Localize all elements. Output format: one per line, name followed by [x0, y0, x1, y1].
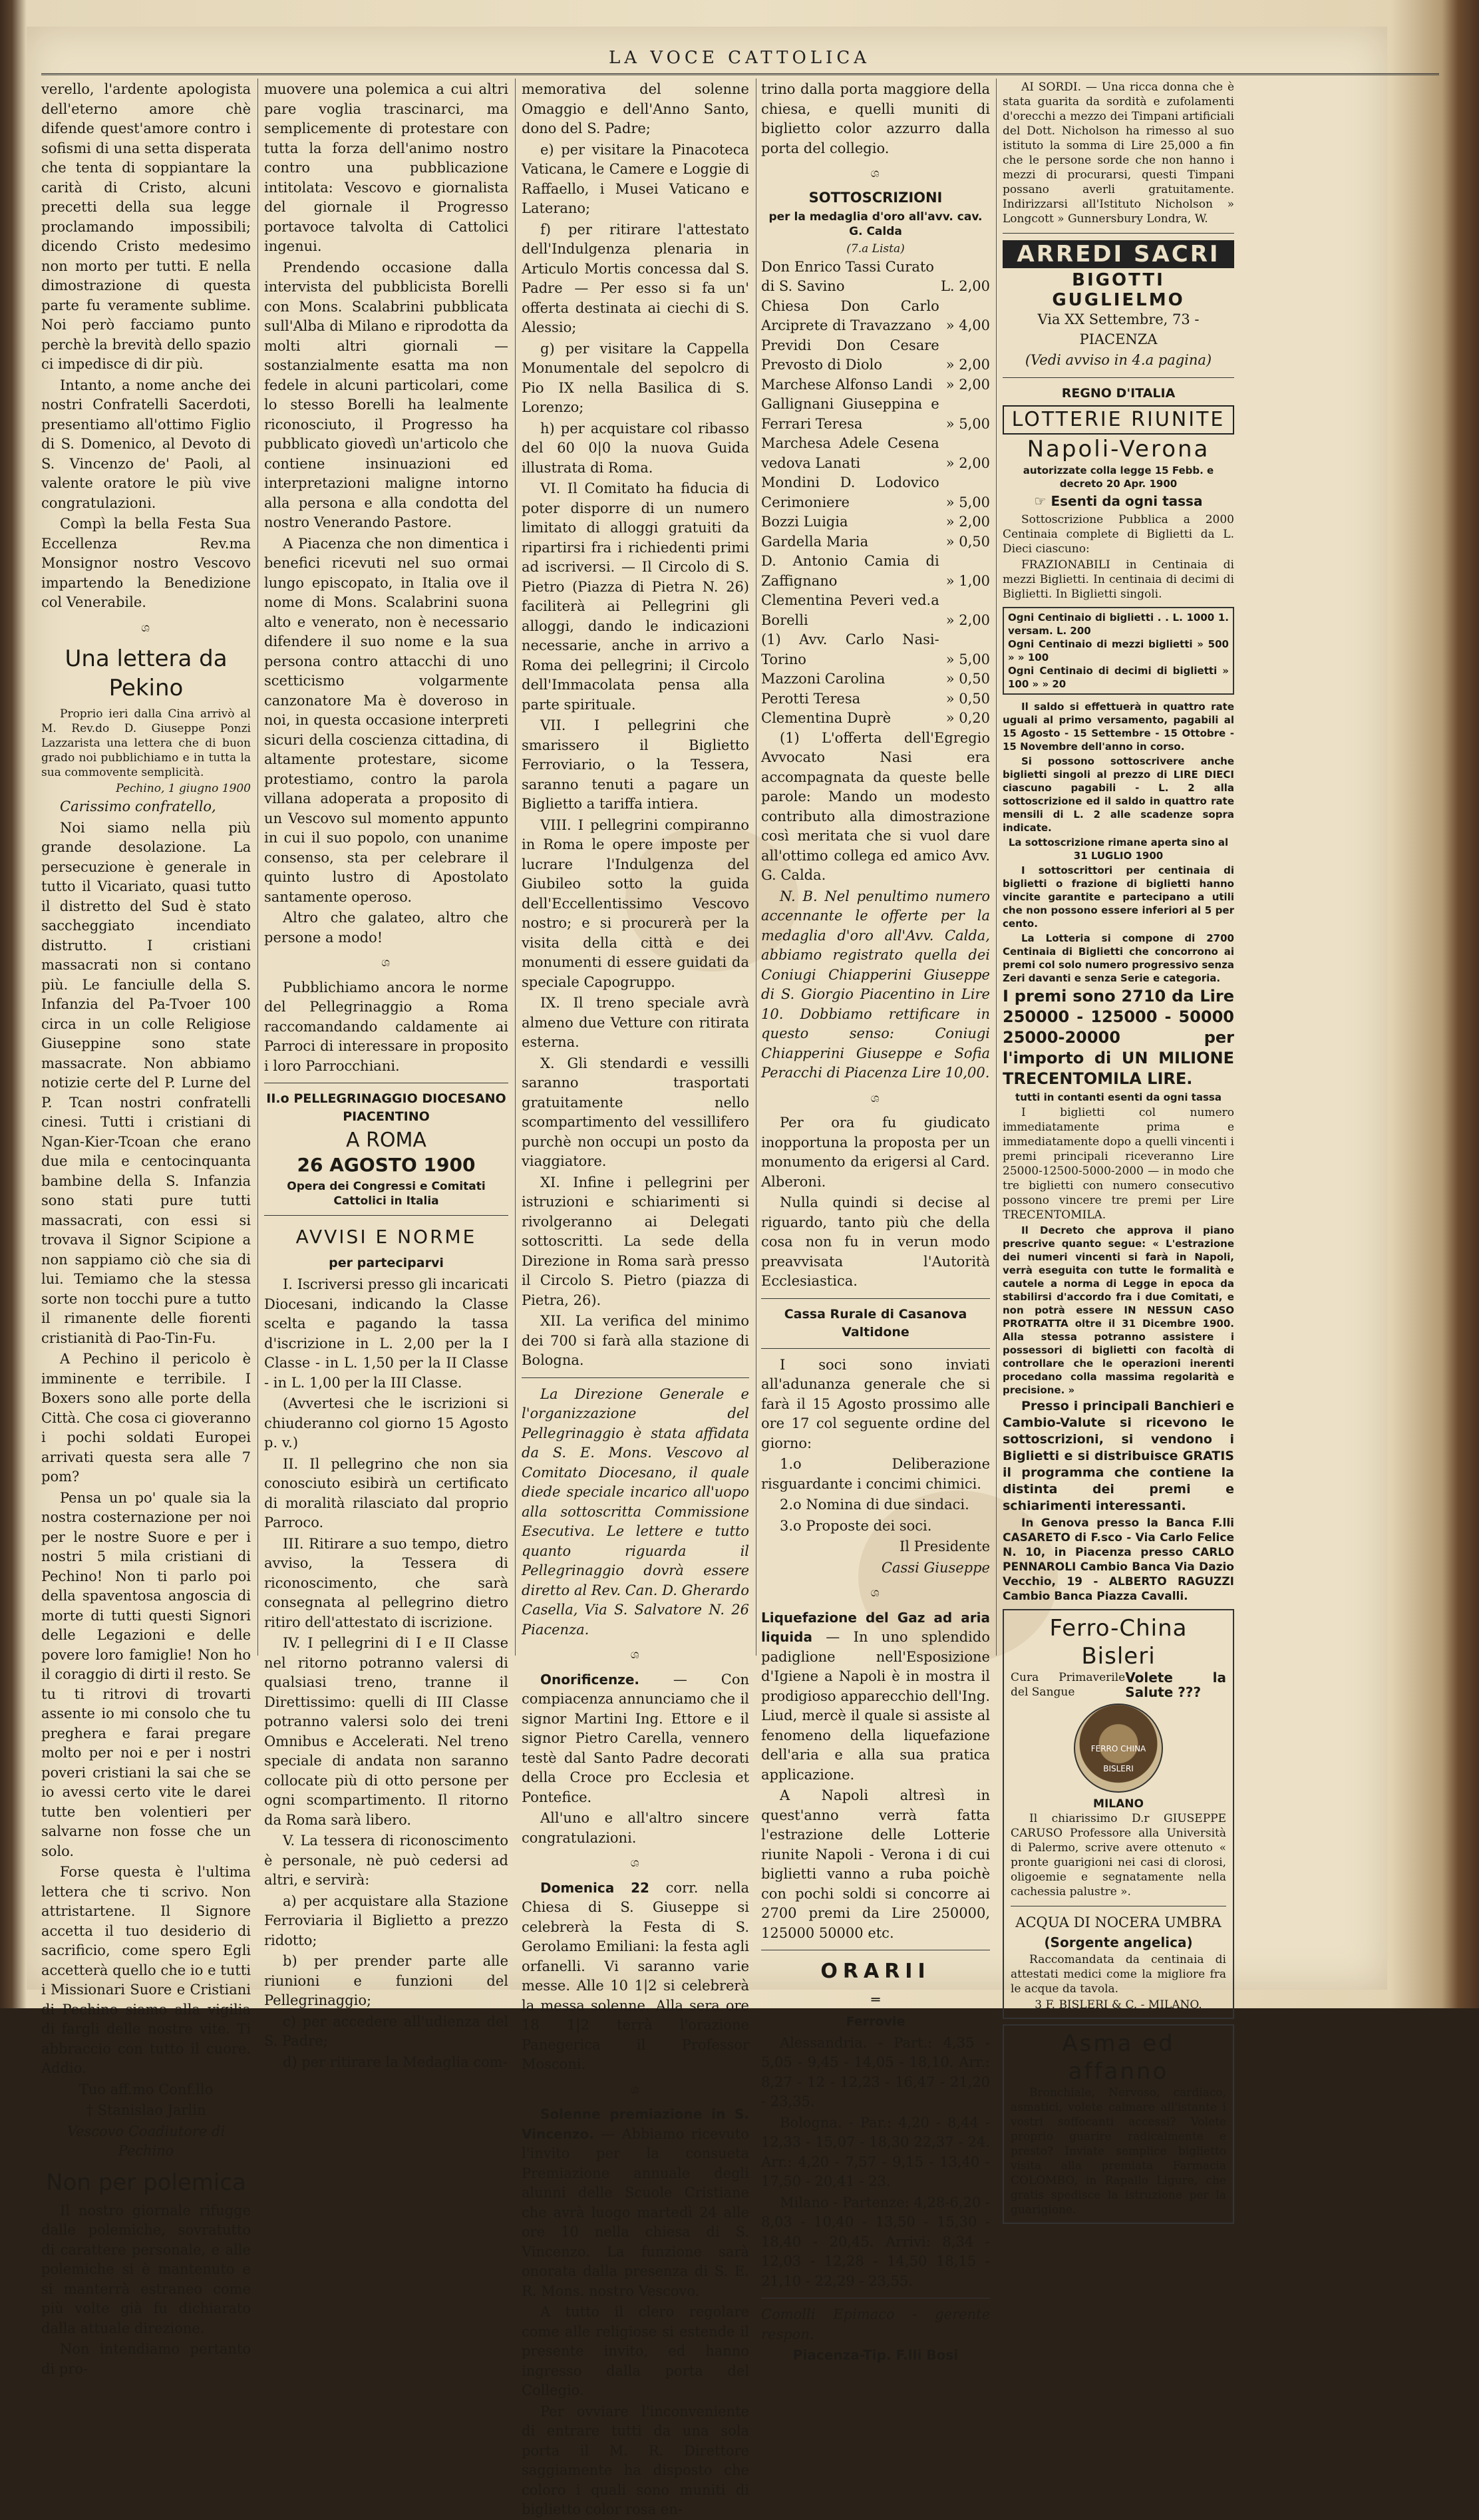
notices-subheading: per parteciparvi	[329, 1256, 444, 1270]
donor-row	[761, 473, 990, 512]
masthead-rule	[41, 73, 1439, 75]
ad-arredi-name: BIGOTTI GUGLIELMO	[1052, 270, 1185, 310]
headline-polemica: Non per polemica	[46, 2169, 246, 2196]
donor-name: Gallignani Giuseppina e Ferrari Teresa	[761, 396, 939, 432]
ornament-separator: ශ	[630, 1648, 641, 1662]
article-paragraph: Il nostro giornale rifugge dalle polemiche, sovratutto di carattere personale, e alle polemiche si è mantenuto e si manterrà estraneo come più volte già fu dichiarato dalla attuale direzione.	[41, 2202, 251, 2336]
letter-signature: Tuo aff.mo Conf.llo	[79, 2081, 214, 2097]
lottery-table-row: Ogni Centinaio di decimi di biglietti » 100 » » 20	[1008, 665, 1229, 690]
donor-name: Clementina Duprè	[761, 710, 892, 726]
article-paragraph: Compì la bella Festa Sua Eccellenza Rev.ma Monsignor nostro Vescovo impartendo la Benedizione col Venerabile.	[41, 516, 251, 610]
lottery-table-row: Ogni Centinaio di mezzi biglietti » 500 » » 100	[1008, 638, 1229, 663]
lottery-text: tutti in contanti esenti da ogni tassa	[1015, 1091, 1222, 1103]
pilgrimage-city: A ROMA	[346, 1129, 426, 1152]
news-heading: Domenica 22	[540, 1879, 649, 1896]
ad-arredi-title: ARREDI SACRI	[1003, 240, 1234, 268]
donor-row	[761, 395, 990, 434]
rule-subitem: h) per acquistare col ribasso del 60 0|0 la nuova Guida illustrata di Roma.	[522, 420, 749, 476]
article-paragraph: verello, l'ardente apologista dell'eterno amore chè difende quest'amore contro i sofismi di una setta disperata che tenta di soppiantare la carità di Cristo, alcuni precetti della sua legge proclamando impossibili; dicendo Cristo medesimo non morto per tutti. E nella dimostrazione di questa parte fu veramente sublime. Noi però facciamo punto perchè la brevità dello spazio ci impedisce di dir più.	[41, 81, 251, 372]
donor-row	[761, 375, 990, 395]
ad-acqua-sub: (Sorgente angelica)	[1044, 1934, 1193, 1950]
donor-amount: » 2,00	[945, 376, 990, 393]
lottery-tax-free: ☞ Esenti da ogni tassa	[1034, 492, 1203, 509]
subscriptions-subheading: per la medaglia d'oro all'avv. cav. G. Calda	[768, 210, 983, 238]
rule-subitem: f) per ritirare l'attestato dell'Indulgenza plenaria in Articulo Mortis concessa dal S. Padre — Per esso si fa un' offerta destinata ai ciechi di S. Alessio;	[522, 221, 749, 335]
letter-signature: Vescovo Coadiutore di Pechino	[67, 2123, 226, 2159]
lottery-kingdom: REGNO D'ITALIA	[1061, 385, 1176, 401]
ad-ferro-text: Il chiarissimo D.r GIUSEPPE CARUSO Professore alla Università di Palermo, scrive avere ottenuto « pronte guarigioni nei casi di clorosi, oligoemie e segnatamente nella cachessia palustre ».	[1011, 1812, 1226, 1898]
rule-item: (Avvertesi che le iscrizioni si chiuderanno col giorno 15 Agosto p. v.)	[264, 1395, 508, 1451]
letter-dateline: Pechino, 1 giugno 1900	[116, 782, 251, 795]
article-paragraph: Altro che galateo, altro che persone a modo!	[264, 910, 508, 946]
lion-emblem-icon	[1074, 1704, 1163, 1793]
notices-heading: AVVISI E NORME	[295, 1226, 477, 1248]
rule-item: IV. I pellegrini di I e II Classe nel ritorno potranno valersi di qualsiasi treno, tranne il Direttissimo: quelli di III Classe potranno valersi solo dei treni Omnibus e Accelerati. Nel treno speciale di andata non saranno collocate più di otto persone per ogni scompartimento. Il ritorno da Roma sarà libero.	[264, 1635, 508, 1828]
donor-amount: » 5,00	[945, 651, 990, 667]
donor-name: Mondini D. Lodovico Cerimoniere	[761, 474, 939, 510]
ad-ferro-title: Ferro-China Bisleri	[1049, 1615, 1188, 1670]
ad-arredi-note: (Vedi avviso in 4.a pagina)	[1025, 352, 1212, 368]
donor-list	[761, 258, 990, 729]
donor-amount: » 2,00	[945, 454, 990, 471]
timetable-entry: Alessandria. - Part.: 4,35 - 5,05 - 9,45 - 14,05 - 18,10. Arr.: 8,27 - 12 - 12,23 - 16,47 - 21,20 - 23,35.	[761, 2034, 990, 2109]
donor-amount: » 5,00	[945, 494, 990, 510]
news-text: All'uno e all'altro sincere congratulazioni.	[522, 1810, 749, 1846]
agenda-item: 1.o Deliberazione risguardante i concimi chimici.	[761, 1456, 990, 1492]
rule-item: II. Il pellegrino che non sia conosciuto esibirà un certificato di moralità rilasciato dal proprio Parroco.	[264, 1455, 508, 1530]
timetable-separator: ═	[871, 1992, 880, 2008]
news-heading: Onorificenze.	[540, 1671, 639, 1688]
donor-row	[761, 709, 990, 729]
rule-item: VI. Il Comitato ha fiducia di poter disporre di un numero limitato di alloggi gratuiti da ripartirsi fra i richiedenti primi ad iscriversi. — Il Circolo di S. Pietro (Piazza di Pietra N. 26) faciliterà ai Pellegrini gli alloggi, dando le indicazioni necessarie, anche in arrivo a Roma dei pellegrini; il Circolo dell'Immacolata pensa alla parte spirituale.	[522, 480, 749, 713]
donor-name: Gardella Maria	[761, 533, 869, 550]
article-paragraph: muovere una polemica a cui altri pare voglia trascinarci, ma semplicemente di protestare con tutta la forza dell'animo nostro contro una pubblicazione intitolata: Vescovo e giornalista del giornale il Progresso portavoce talvolta di Cattolici ingenui.	[264, 81, 508, 254]
article-paragraph: A Piacenza che non dimentica i benefici ricevuti nel suo ormai lungo episcopato, in Italia ove il nome di Mons. Scalabrini suona alto e venerato, non è necessario difendere il suo nome e la sua persona contro attacchi di uno scetticismo volgarmente canzonatore Ma è doveroso in noi, in questa occasione interpreti sicuri della coscienza cittadina, di altamente protestare, sicome protestiamo, contro la parola villana adoperata a proposito di un Vescovo sul momento appunto in cui il suo popolo, con unanime consenso, sta per celebrare il quinto lustro di Apostolato santamente operoso.	[264, 535, 508, 905]
section-rule	[264, 1215, 508, 1216]
lottery-text: La Lotteria si compone di 2700 Centinaia di Biglietti che concorrono ai premi col solo numero progressivo senza Zeri davanti e senza Serie e categoria.	[1003, 932, 1234, 984]
donor-amount: » 0,50	[945, 690, 990, 707]
donor-name: Mazzoni Carolina	[761, 671, 886, 687]
letter-salutation: Carissimo confratello,	[60, 799, 216, 814]
section-rule	[1003, 377, 1234, 378]
ornament-separator: ශ	[381, 956, 391, 970]
rule-item: V. La tessera di riconoscimento è personale, nè può cedersi ad altri, e servirà:	[264, 1833, 508, 1888]
donor-name: Previdi Don Cesare Prevosto di Diolo	[761, 337, 939, 373]
ad-asma-title: Asma ed affanno	[1062, 2030, 1175, 2085]
ad-ferro-sub	[1011, 1670, 1226, 1700]
donor-row	[761, 297, 990, 336]
rule-subitem: e) per visitare la Pinacoteca Vaticana, le Camere e Loggie di Raffaello, i Musei Vaticano e Laterano;	[522, 141, 749, 216]
letter-paragraph: Forse questa è l'ultima lettera che ti scrivo. Non attristartene. Il Signore accetta il tuo desiderio di sacrificio, come spero Egli accetterà quello che io e tutti i Missionari Suore e Cristiani di Pechino siamo alla vigilia di fargli delle nostre vite. Ti abbraccio con tutto il cuore. Addio.	[41, 1864, 251, 2076]
news-heading: Liquefazione del Gaz ad aria liquida	[761, 1609, 990, 1645]
donor-row	[761, 434, 990, 473]
rule-item: VII. I pellegrini che smarissero il Biglietto Ferroviario, o la Tessera, saranno tenuti a pagare un Biglietto a tariffa intiera.	[522, 717, 749, 812]
donor-name: Perotti Teresa	[761, 690, 861, 707]
ad-ferro-city: MILANO	[1093, 1797, 1144, 1811]
lottery-title: LOTTERIE RIUNITE	[1003, 405, 1234, 435]
ornament-separator: ශ	[630, 1856, 641, 1870]
news-text: trino dalla porta maggiore della chiesa, e quelli muniti di biglietto color azzurro dalla porta del collegio.	[761, 81, 990, 156]
news-text: — In uno splendido padiglione nell'Esposizione d'Igiene a Napoli è in mostra il prodigioso apparecchio dell'Ing. Liud, mercè il quale si assiste al fenomeno della liquefazione dell'aria e alla sua pratica applicazione.	[761, 1629, 990, 1783]
timetable-subheading: Ferrovie	[846, 2014, 905, 2029]
donor-amount: » 2,00	[945, 514, 990, 530]
donor-name: Clementina Peveri ved.a Borelli	[761, 592, 939, 628]
news-text: A Napoli altresì in quest'anno verrà fatta l'estrazione delle Lotterie riunite Napoli - Verona i di cui biglietti vanno a ruba poichè con pochi soldi si concorre ai 2700 premi da Lire 250000, 125000 50000 etc.	[761, 1787, 990, 1941]
donor-row	[761, 552, 990, 591]
column-2	[264, 80, 508, 2070]
column-5	[1003, 80, 1234, 2217]
lottery-table-row: Ogni Centinaio di biglietti . . L. 1000 1. versam. L. 200	[1008, 612, 1229, 637]
rule-subitem: memorativa del solenne Omaggio e dell'Anno Santo, dono del S. Padre;	[522, 81, 749, 136]
ad-arredi-address: Via XX Settembre, 73 - PIACENZA	[1037, 311, 1200, 347]
rule-subitem: b) per prender parte alle riunioni e funzioni del Pellegrinaggio;	[264, 1953, 508, 2008]
section-rule	[1003, 233, 1234, 234]
ad-bisleri: 3 F. BISLERI & C. - MILANO.	[1035, 1998, 1202, 2012]
newspaper-masthead: LA VOCE CATTOLICA	[608, 48, 870, 68]
agenda-item: 3.o Proposte dei soci.	[780, 1517, 932, 1534]
letter-signature: † Stanislao Jarlin	[86, 2102, 206, 2118]
lottery-text: FRAZIONABILI in Centinaia di mezzi Biglietti. In centinaia di decimi di Biglietti. In Biglietti singoli.	[1003, 558, 1234, 601]
timetable-entry: Milano - Partenze: 4,28-6,20 - 8,03 - 10,40 - 13,50 - 15,30 - 18,40 - 20,45. Arrivi: 8,34 - 12,03 - 12,28 - 14,50 18,15 - 21,10 - 22,29 - 23,55.	[761, 2194, 990, 2289]
rule-item: X. Gli stendardi e vessilli saranno trasportati gratuitamente nello scompartimento del vessillifero purchè non occupi un posto da viaggiatore.	[522, 1055, 749, 1169]
rule-subitem: c) per accedere all'udienza del S. Padre;	[264, 2013, 508, 2049]
pilgrimage-title: II.o PELLEGRINAGGIO DIOCESANO PIACENTINO	[266, 1091, 506, 1124]
rule-subitem: g) per visitare la Cappella Monumentale del sepolcro di Pio IX nella Basilica di S. Lorenzo;	[522, 340, 749, 415]
ornament-separator: ශ	[870, 1586, 881, 1600]
rule-item: IX. Il treno speciale avrà almeno due Vetture con ritirata esterna.	[522, 995, 749, 1050]
donor-row	[761, 689, 990, 709]
letter-paragraph: Noi siamo nella più grande desolazione. La persecuzione è generale in tutto il Vicariato, quasi tutto il distretto del Sud è stato saccheggiato incendiato distrutto. I cristiani massacrati non si contano più. Le fanciulle della S. Infanzia del Pa-Tvoer 100 circa in un colle Religiose Giuseppine sono state massacrate. Non abbiamo notizie certe del P. Lurne del P. Tcan nostri confratelli cinesi. Tutti i cristiani di Ngan-Kier-Tcoan che erano due mila e centocinquanta bambine della S. Infanzia sono stati pure tutti massacrati, con essi si trovava il Signor Scipione a non sappiamo ciò che sia di lui. Temiamo che la stessa sorte non tocchi pure a tutto il rimanente delle fiorenti cristianità di Pao-Tin-Fu.	[41, 819, 251, 1346]
donor-name: D. Antonio Camia di Zaffignano	[761, 553, 939, 589]
lion-emblem-text: FERRO CHINA BISLERI	[1090, 1744, 1146, 1773]
rule-subitem: a) per acquistare alla Stazione Ferroviaria il Biglietto a prezzo ridotto;	[264, 1892, 508, 1948]
rule-subitem: d) per ritirare la Medaglia com-	[283, 2054, 508, 2070]
lottery-text: Si possono sottoscrivere anche biglietti singoli al prezzo di LIRE DIECI ciascuno pagabili - L. 2 alla sottoscrizione ed il saldo in quattro rate mensili di L. 2 alle scadenze sopra indicate.	[1003, 755, 1234, 834]
ornament-separator: ශ	[870, 166, 881, 180]
donor-row	[761, 512, 990, 532]
donor-amount: » 2,00	[945, 357, 990, 373]
column-divider	[257, 79, 258, 1656]
news-text: Per ovviare l'inconveniente di entrare tutti da una sola porta il M. R. Direttore saggiamente ha disposto che coloro i quali sono muniti di biglietto color rosa en-	[522, 2403, 749, 2517]
donor-row	[761, 336, 990, 375]
ornament-separator: ශ	[141, 620, 151, 635]
ad-ferro-subtitle: Cura Primaverile del Sangue	[1011, 1671, 1126, 1699]
donor-amount: » 2,00	[945, 612, 990, 628]
ad-ferro-slogan: Volete la Salute ???	[1125, 1670, 1226, 1700]
agenda-item: 2.o Nomina di due sindaci.	[780, 1497, 969, 1513]
rule-item: I. Iscriversi presso gli incaricati Diocesani, indicando la Classe scelta e pagando la tassa d'iscrizione in L. 2,00 per la I Classe - in L. 1,50 per la II Classe - in L. 1,00 per la III Classe.	[264, 1276, 508, 1391]
lottery-text: Sottoscrizione Pubblica a 2000 Centinaia complete di Biglietti da L. Dieci ciascuno:	[1003, 513, 1234, 556]
donor-name: Marchesa Adele Cesena vedova Lanati	[761, 435, 939, 471]
donor-row	[761, 591, 990, 630]
ad-acqua-title: ACQUA DI NOCERA UMBRA	[1015, 1914, 1222, 1930]
donor-amount: » 4,00	[945, 317, 990, 333]
pilgrimage-subtitle: Opera dei Congressi e Comitati Cattolici in Italia	[287, 1180, 486, 1208]
donor-amount: » 0,50	[945, 671, 990, 687]
lottery-text: I sottoscrittori per centinaia di biglietti o frazione di biglietti hanno vincite garantite e partecipano a utili che non possono essere inferiori al 5 per cento.	[1003, 864, 1234, 930]
ad-asma	[1003, 2024, 1234, 2224]
timetable-entry: Bologna. - Par.: 4,20 - 8,44 - 12,33 - 15,07 - 18,30 22,37 - 24. Arr.: 4,20 - 7,57 - 9,15 - 13,40 - 17,50 - 20,41 - 23.	[761, 2114, 990, 2189]
news-text: (1) L'offerta dell'Egregio Avvocato Nasi era accompagnata da queste belle parole: Mando un modesto contributo alla dimostrazione così meritata che si vuol dare all'ottimo collega ed amico Avv. G. Calda.	[761, 729, 990, 883]
direction-note: La Direzione Generale e l'organizzazione del Pellegrinaggio è stata affidata da S. E. Mons. Vescovo al Comitato Diocesano, il quale diede speciale incarico all'uopo alla sottoscritta Commissione Esecutiva. Le lettere e tutto quanto riguarda il Pellegrinaggio dovrà essere diretto al Rev. Can. D. Gherardo Casella, Via S. Salvatore N. 26 Piacenza.	[522, 1385, 750, 1638]
subscriptions-heading: SOTTOSCRIZIONI	[808, 189, 943, 206]
pilgrimage-date: 26 AGOSTO 1900	[297, 1154, 476, 1176]
letter-paragraph: Pensa un po' quale sia la nostra costernazione per noi per le nostre Suore e per i nostri 5 mila cristiani di Pechino! Non ti parlo poi della spaventosa angoscia di morte di tutti questi Signori delle Legazioni e delle povere loro famiglie! Non ho il coraggio di dirti il resto. Se tu ti ritrovi di trovarti assente io mi consolo che tu preghera e farai pregare molto per noi e per i nostri poveri cristiani la sai che se io avessi certo vite le darei tutte ben volentieri per salvarne non fosse che un solo.	[41, 1489, 251, 1859]
printer-line: Piacenza-Tip. F.lli Bosi	[792, 2347, 959, 2363]
donor-amount: » 0,20	[945, 710, 990, 726]
column-3	[522, 80, 750, 2517]
lottery-tax-free-label: Esenti da ogni tassa	[1051, 492, 1203, 509]
gerente-line: Comolli Epimaco - gerente respon.	[761, 2306, 990, 2342]
donor-row	[761, 669, 990, 689]
ad-asma-text: Bronchiale, Nervoso, cardiaco, asmatici, volete calmare all'istante i vostri soffocanti accessi? Volete proprio guarire radicalmente e presto? Inviate semplice biglietto visita alla premiata Farmacia COLOMBO, in Rapallo Ligure, che gratis spedisce la istruzione per la guarigione.	[1011, 2086, 1226, 2217]
news-text: A tutto il clero regolare come alle religiose si estende il presente invito, ed hanno ingresso dalla porta del Collegio.	[522, 2304, 749, 2398]
donor-name: Chiesa Don Carlo Arciprete di Travazzano	[761, 297, 939, 333]
section-rule	[522, 1377, 749, 1378]
column-1	[41, 80, 251, 2377]
column-divider	[515, 79, 516, 1656]
signature: Il Presidente	[899, 1538, 990, 1554]
lottery-decree: Il Decreto che approva il piano prescrive quanto segue: « L'estrazione dei numeri vincenti si farà in Napoli, verrà eseguita con tutte le formalità e cautele a norma di Legge in epoca da stabilirsi d'accordo fra i due Comitati, e non potrà essere IN NESSUN CASO PROTRATTA oltre il 31 Dicembre 1900. Alla stessa potranno assistere i possessori di biglietti con facoltà di controllare che le operazioni inerenti procedano colla massima regolarità e precisione. »	[1003, 1224, 1234, 1396]
ornament-separator: ශ	[870, 1091, 881, 1105]
news-text: Per ora fu giudicato inopportuna la proposta per un monumento da erigersi al Card. Alberoni.	[761, 1115, 990, 1190]
donor-name: Bozzi Luigia	[761, 514, 848, 530]
signature: Cassi Giuseppe	[881, 1559, 990, 1576]
lottery-prizes: I premi sono 2710 da Lire 250000 - 125000 - 50000 25000-20000 per l'importo di UN MILIONE TRECENTOMILA LIRE.	[1003, 987, 1234, 1088]
news-text: — Abbiamo ricevuto l'invito per la consueta Premiazione annuale degli alunni delle Scuole Cristiane che avrà luogo martedì 24 alle ore 10 nella chiesa di S. Vincenzo. La funzione sarà onorata dalla presenza di S. E. R. Mons. nostro Vescovo.	[522, 2125, 749, 2299]
news-text: — Con compiacenza annunciamo che il signor Martini Ing. Ettore e il signor Pietro Carella, vennero testè dal Santo Padre decorati della Croce pro Ecclesia et Pontefice.	[522, 1671, 749, 1805]
column-4	[761, 80, 990, 2363]
donor-name: (1) Avv. Carlo Nasi-Torino	[761, 631, 939, 667]
lottery-agents: In Genova presso la Banca F.lli CASARETO di F.sco - Via Carlo Felice N. 10, in Piacenza presso CARLO PENNAROLI Cambio Banca Via Dazio Vecchio, 19 - ALBERTO RAGUZZI Cambio Banca Piazza Cavalli.	[1003, 1517, 1234, 1603]
lottery-text: Il saldo si effettuerà in quattro rate uguali al primo versamento, pagabili al 15 Agosto - 15 Settembre - 15 Ottobre - 15 Novembre dell'anno in corso.	[1003, 701, 1234, 753]
article-paragraph: Non intendiamo pertanto di pro-	[41, 2341, 251, 2377]
lottery-text: I biglietti col numero immediatamente prima e immediatamente dopo a quelli vincenti i premi principali riceveranno Lire 25000-12500-5000-2000 — in modo che tre biglietti con numero consecutivo possono vincere tre premi per Lire TRECENTOMILA.	[1003, 1106, 1234, 1222]
article-paragraph: Prendendo occasione dalla intervista del pubblicista Borelli con Mons. Scalabrini pubblicata sull'Alba di Milano e riprodotta da molti altri giornali — sostanzialmente esatta ma non fedele in alcuni particolari, come lo stesso Borelli ha lealmente riconosciuto, il Progresso ha pubblicato giovedì un'articolo che contiene insinuazioni ed interpretazioni maligne intorno alla persona e alla condotta del nostro Venerando Pastore.	[264, 259, 508, 530]
lottery-deadline: La sottoscrizione rimane aperta sino al 31 LUGLIO 1900	[1008, 836, 1229, 862]
article-paragraph: Intanto, a nome anche dei nostri Confratelli Sacerdoti, presentiamo all'ottimo Figlio di S. Domenico, al Devoto di S. Vincenzo de' Paoli, al valente oratore le più vive congratulazioni.	[41, 377, 251, 511]
timetable-heading: ORARII	[820, 1960, 931, 1983]
donor-amount: » 0,50	[945, 533, 990, 550]
donor-name: Marchese Alfonso Landi	[761, 376, 933, 393]
lottery-text: Presso i principali Banchieri e Cambio-Valute si ricevono le sottoscrizioni, si vendono i Biglietti e si distribuisce GRATIS il programma che contiene la distinta dei premi e schiarimenti interessanti.	[1003, 1399, 1234, 1513]
donor-row	[761, 258, 990, 297]
news-text: Nulla quindi si decise al riguardo, tanto più che della cosa non fu in verun modo preavvisata l'Autorità Ecclesiastica.	[761, 1194, 990, 1289]
letter-paragraph: A Pechino il pericolo è imminente e terribile. I Boxers sono alle porte della Città. Che cosa ci gioveranno i pochi soldati Europei arrivati questa sera alle 7 pom?	[41, 1351, 251, 1485]
news-text: corr. nella Chiesa di S. Giuseppe si celebrerà la Festa di S. Gerolamo Emiliani: la festa agli orfanelli. Vi saranno varie messe. Alle 10 1|2 si celebrerà la messa solenne. Alla sera ore 18 1|2 terrà l'orazione Panegerica il Professor Mosconi.	[522, 1879, 749, 2072]
donor-row	[761, 532, 990, 552]
donor-amount: » 1,00	[945, 572, 990, 589]
donor-name: Don Enrico Tassi Curato di S. Savino	[761, 258, 934, 294]
donor-amount: L. 2,00	[940, 278, 990, 294]
news-text: N. B. Nel penultimo numero accennante le offerte per la medaglia d'oro all'Avv. Calda, abbiamo registrato quella dei Coniugi Chiapperini Giuseppe di S. Giorgio Piacentino in Lire 10. Dobbiamo rettificare in questo senso: Coniugi Chiapperini Giuseppe e Sofia Peracchi di Piacenza Lire 10,00.	[761, 888, 990, 1081]
ad-sordi: AI SORDI. — Una ricca donna che è stata guarita da sordità e zufolamenti d'orecchi a mezzo dei Timpani artificiali del Dott. Nicholson ha rimesso al suo istituto la somma di Lire 25,000 a fin che le persone sorde che non hanno i mezzi di procurarsi, questi Timpani possano averli gratuitamente. Indirizzarsi all'Istituto Nicholson » Longcott » Gunnersbury Londra, W.	[1003, 81, 1234, 226]
lottery-cities: Napoli-Verona	[1027, 435, 1210, 462]
subscriptions-list-number: (7.a Lista)	[846, 242, 905, 256]
rule-item: XI. Infine i pellegrini per istruzioni e schiarimenti si rivolgeranno ai Delegati sottoscritti. La sede della Direzione in Roma sarà presso il Circolo S. Pietro (piazza di Pietra, 26).	[522, 1174, 749, 1308]
donor-amount: » 5,00	[945, 415, 990, 432]
column-divider	[996, 79, 997, 1656]
ornament-separator: ශ	[630, 2082, 641, 2097]
ad-acqua-text: Raccomandata da centinaia di attestati medici come la migliore fra le acque da tavola.	[1011, 1953, 1226, 1996]
donor-row	[761, 630, 990, 669]
rule-item: XII. La verifica del minimo dei 700 si farà alla stazione di Bologna.	[522, 1313, 749, 1368]
lottery-price-table	[1003, 607, 1234, 695]
letter-intro: Proprio ieri dalla Cina arrivò al M. Rev.do D. Giuseppe Ponzi Lazzarista una lettera che di buon grado noi pubblichiamo e in tutta la sua commovente semplicità.	[41, 707, 251, 779]
cassa-heading: Cassa Rurale di Casanova Valtidone	[784, 1306, 967, 1340]
headline-pekino: Una lettera da Pekino	[65, 645, 228, 701]
news-heading: Solenne premiazione in S. Vincenzo.	[522, 2106, 749, 2142]
section-rule	[761, 1298, 990, 1299]
article-paragraph: Pubblichiamo ancora le norme del Pellegrinaggio a Roma raccomandando caldamente ai Parroci di interessare in proposito i loro Parrocchiani.	[264, 979, 508, 1074]
rule-item: III. Ritirare a suo tempo, dietro avviso, la Tessera di riconoscimento, che sarà consegnata al pellegrino dietro ritiro dell'attestato di iscrizione.	[264, 1535, 508, 1630]
rule-item: VIII. I pellegrini compiranno in Roma le opere imposte per lucrare l'Indulgenza del Giubileo sotto la guida dell'Eccellentissimo Vescovo nostro; e si procurerà per la visita della città e dei monumenti di essere guidati da speciale Capogruppo.	[522, 816, 749, 990]
ad-ferro-china	[1003, 1609, 1234, 2019]
lottery-authorization: autorizzate colla legge 15 Febb. e decreto 20 Apr. 1900	[1023, 464, 1214, 490]
news-text: I soci sono inviati all'adunanza generale che si farà il 15 Agosto prossimo alle ore 17 col seguente ordine del giorno:	[761, 1356, 990, 1451]
section-rule	[761, 1348, 990, 1349]
